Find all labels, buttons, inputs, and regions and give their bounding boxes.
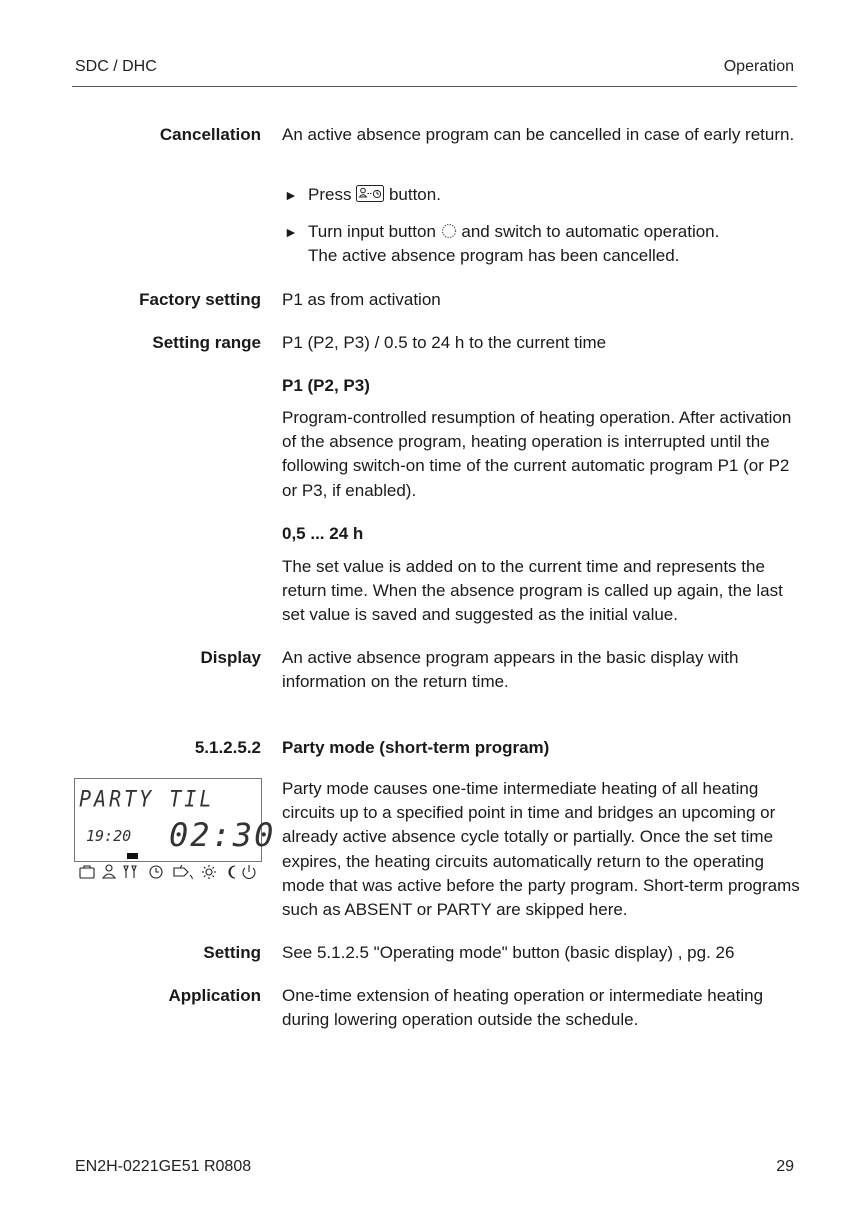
moon-icon [229,866,235,878]
hours-heading: 0,5 ... 24 h [282,524,364,543]
step2-prefix: Turn input button [308,222,436,241]
setting-range-value: P1 (P2, P3) / 0.5 to 24 h to the current time [282,333,607,352]
page-number: 29 [776,1158,794,1175]
lcd-text-line: PARTY TIL [79,785,215,813]
step1-prefix: Press [308,185,352,204]
display-label: Display [200,648,261,667]
cancellation-label: Cancellation [159,125,261,144]
briefcase-icon [80,866,94,878]
setting-text: See 5.1.2.5 "Operating mode" button (basic display) , pg. 26 [282,943,735,962]
sun-icon [202,865,216,879]
display-text: An active absence program appears in the basic display with information on the return time. [282,648,739,692]
bullet-arrow-icon: ► [284,224,298,240]
input-knob-icon [441,223,457,239]
application-label: Application [168,986,261,1005]
application-text: One-time extension of heating operation or intermediate heating during lowering operation outside the schedule. [282,986,764,1030]
hours-text: The set value is added on to the current time and represents the return time. When the absence program is called up again, the last set value is saved and suggested as the initial value. [282,557,783,625]
power-icon [243,865,255,878]
step2-suffix: and switch to automatic operation. [461,222,720,241]
lcd-return-time: 02:30 [169,816,276,854]
party-glasses-icon [124,866,136,878]
clock-icon [150,866,162,878]
hand-timer-icon [174,865,192,879]
setting-label: Setting [203,943,261,962]
p-program-heading: P1 (P2, P3) [282,376,370,395]
cancellation-step-1 [284,183,804,207]
lcd-display [74,778,276,862]
absence-key-icon [356,185,384,202]
setting-range-label: Setting range [152,333,261,352]
p-program-text: Program-controlled resumption of heating operation. After activation of the absence program, heating operation is interrupted until the following switch-on time of the current automatic program P1 (or P2 or P3, if enabled). [282,408,792,500]
bullet-arrow-icon: ► [284,187,298,203]
header-right: Operation [723,58,794,75]
footer-doc-id: EN2H-0221GE51 R0808 [75,1158,252,1175]
section-title: Party mode (short-term program) [282,738,550,757]
cancellation-text: An active absence program can be cancelled in case of early return. [282,125,795,144]
header-left: SDC / DHC [75,58,157,75]
factory-setting-value: P1 as from activation [282,290,441,309]
lcd-current-time: 19:20 [86,827,132,845]
person-icon [103,865,115,878]
cancellation-step-2 [284,220,804,268]
step2-result: The active absence program has been cancelled. [308,246,680,266]
factory-setting-label: Factory setting [139,290,261,309]
header-rule [72,86,797,87]
lcd-active-marker [127,853,138,859]
lcd-mode-icons [78,863,262,881]
step1-suffix: button. [388,185,441,204]
section-number: 5.1.2.5.2 [194,738,261,757]
party-mode-text: Party mode causes one-time intermediate heating of all heating circuits up to a specified point in time and bridges an upcoming or already active absence cycle totally or partially. Once the set time expires, the heating circuits automatically return to the operating mode that was active before the party program. Short-term programs such as ABSENT or PARTY are skipped here. [282,779,800,920]
